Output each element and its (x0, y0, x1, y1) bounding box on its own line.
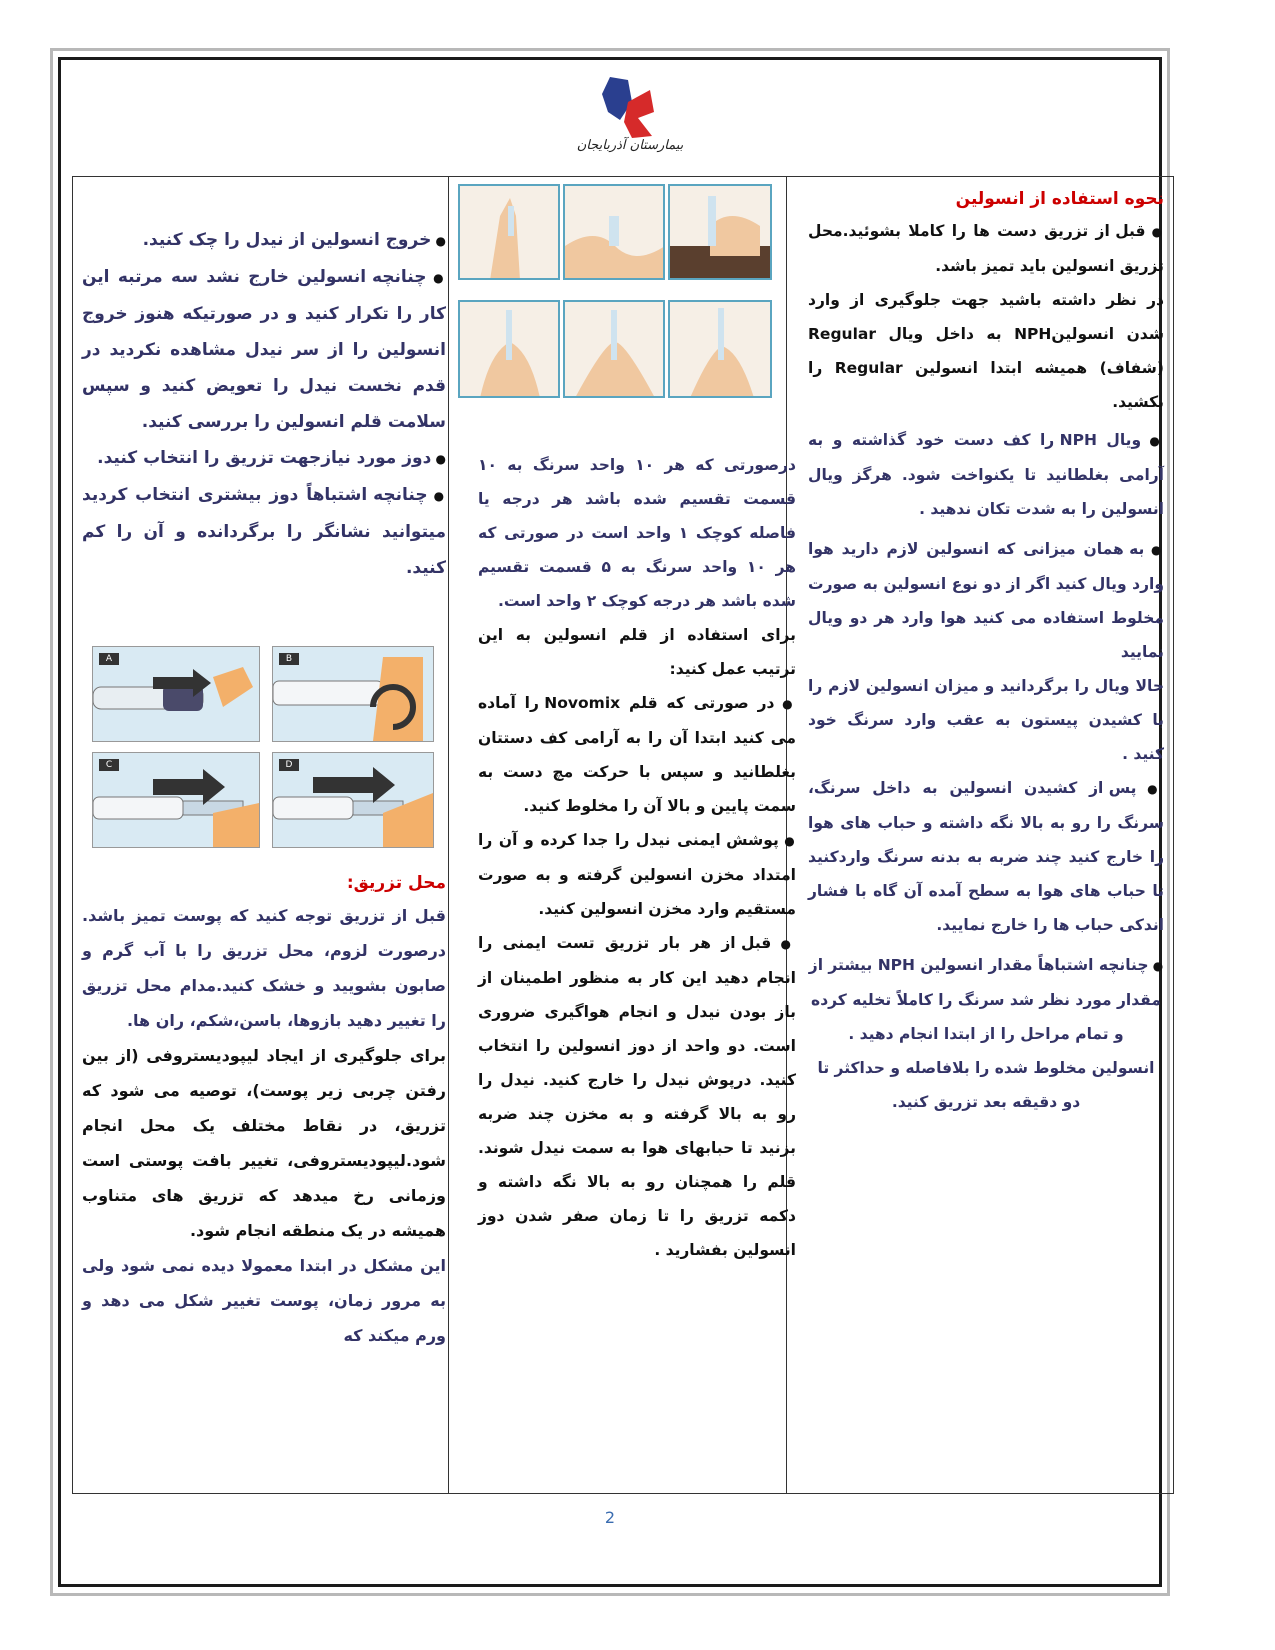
illustration-frame (458, 184, 560, 280)
paragraph: برای جلوگیری از ایجاد لیپودیستروفی (از بین رفتن چربی زیر پوست)، توصیه می شود که تزریق، در نقاط مختلف یک محل انجام شود.لیپودیستروفی، تغییر بافت پوستی است وزمانی رخ میدهد که تزریق های متناوب همیشه در یک منطقه انجام شود. (82, 1046, 446, 1240)
step-tag: A (99, 653, 119, 665)
page-number: 2 (604, 1508, 616, 1527)
paragraph: ● چنانچه اشتباهاً مقدار انسولین NPH بیشتر از مقدار مورد نظر شد سرنگ را کاملاً تخلیه کرده و تمام مراحل را از ابتدا انجام دهید . (808, 948, 1164, 1051)
column-pen-steps (82, 222, 446, 586)
paragraph: ● پس از کشیدن انسولین به داخل سرنگ، سرنگ را رو به بالا نگه داشته و حباب های هوا را خارج کنید چند ضربه به بدنه سرنگ واردکنید تا حباب های هوا به سطح آمده آن گاه با فشار اندکی حباب ها را خارج نمایید. (808, 771, 1164, 942)
illustration-frame (668, 184, 772, 280)
paragraph: انسولین مخلوط شده را بلافاصله و حداکثر تا دو دقیقه بعد تزریق کنید. (817, 1059, 1155, 1111)
section-title-insulin-usage: نحوه استفاده از انسولین (955, 189, 1164, 209)
paragraph: ● چنانچه انسولین خارج نشد سه مرتبه این کار را تکرار کنید و در صورتیکه هنوز خروج انسولین را از سر نیدل مشاهده نکردید در قدم نخست نیدل را تعویض کنید و سپس سلامت قلم انسولین را بررسی کنید. (82, 259, 446, 440)
column-syringe-pen (478, 448, 796, 1267)
pen-illustration-frame (92, 646, 260, 742)
paragraph: ● در صورتی که قلم Novomix را آماده می کنید ابتدا آن را به آرامی کف دستتان بغلطانید و سپس با حرکت مچ دست به سمت پایین و بالا آن را مخلوط کنید. (478, 686, 796, 823)
paragraph: درصورتی که هر ۱۰ واحد سرنگ به ۱۰ قسمت تقسیم شده باشد هر درجه یا فاصله کوچک ۱ واحد است در صورتی که هر ۱۰ واحد سرنگ به ۵ قسمت تقسیم شده باشد هر درجه کوچک ۲ واحد است. (478, 456, 797, 610)
step-tag: D (279, 759, 299, 771)
paragraph: قبل از تزریق توجه کنید که پوست تمیز باشد. درصورت لزوم، محل تزریق را با آب گرم و صابون بشویید و خشک کنید.مدام محل تزریق را تغییر دهید بازوها، باسن،شکم، ران ها. (82, 906, 446, 1030)
paragraph: حالا ویال را برگردانید و میزان انسولین لازم را با کشیدن پیستون به عقب وارد سرنگ خود کنید . (808, 677, 1164, 763)
paragraph: این مشکل در ابتدا معمولا دیده نمی شود ولی به مرور زمان، پوست تغییر شکل می دهد و ورم میکند که (82, 1256, 446, 1345)
section-title-injection-site: محل تزریق: (346, 873, 446, 893)
paragraph: ● قبل از تزریق دست ها را کاملا بشوئید.محل تزریق انسولین باید تمیز باشد. (808, 214, 1164, 283)
step-tag: C (99, 759, 119, 771)
paragraph: در نظر داشته باشید جهت جلوگیری از وارد شدن انسولینNPH به داخل ویال Regular (شفاف) همیشه ابتدا انسولین Regular را بکشید. (808, 291, 1165, 411)
paragraph: ● پوشش ایمنی نیدل را جدا کرده و آن را امتداد مخزن انسولین گرفته و به صورت مستقیم وارد مخزن انسولین کنید. (478, 823, 796, 926)
step-tag: B (279, 653, 299, 665)
paragraph: ● دوز مورد نیازجهت تزریق را انتخاب کنید. (82, 440, 446, 477)
illustration-frame (563, 184, 665, 280)
pen-illustration-frame (272, 646, 434, 742)
paragraph: ● خروج انسولین از نیدل را چک کنید. (82, 222, 446, 259)
illustration-frame (458, 300, 560, 398)
pen-illustration-frame (272, 752, 434, 848)
paragraph: ● به همان میزانی که انسولین لازم دارید هوا وارد ویال کنید اگر از دو نوع انسولین به صورت مخلوط استفاده می کنید هوا وارد هر دو ویال نمایید (808, 532, 1164, 669)
illustration-frame (668, 300, 772, 398)
logo-caption: بیمارستان آذربایجان (576, 138, 684, 153)
paragraph: ● قبل از هر بار تزریق تست ایمنی را انجام دهید این کار به منظور اطمینان از باز بودن نیدل و انجام هواگیری ضروری است. دو واحد از دوز انسولین را انتخاب کنید. درپوش نیدل را خارج کنید. نیدل را رو به بالا گرفته و به مخزن چند ضربه بزنید تا حبابهای هوا به سمت نیدل شوند. قلم را همچنان رو به بالا نگه داشته و دکمه تزریق را تا زمان صفر شدن دوز انسولین بفشارید . (478, 926, 796, 1267)
hospital-logo (580, 72, 680, 172)
column-insulin-usage (808, 184, 1164, 1119)
paragraph: ● ویال NPH را کف دست خود گذاشته و به آرامی بغلطانید تا یکنواخت شود. هرگز ویال انسولین را به شدت تکان ندهید . (808, 423, 1164, 526)
column-injection-site (82, 868, 446, 1353)
pen-illustration-frame (92, 752, 260, 848)
paragraph: ● چنانچه اشتباهاً دوز بیشتری انتخاب کردید میتوانید نشانگر را برگردانده و آن را کم کنید. (82, 477, 446, 586)
illustration-frame (563, 300, 665, 398)
column-divider-left (448, 176, 449, 1494)
paragraph: برای استفاده از قلم انسولین به این ترتیب عمل کنید: (478, 626, 796, 678)
